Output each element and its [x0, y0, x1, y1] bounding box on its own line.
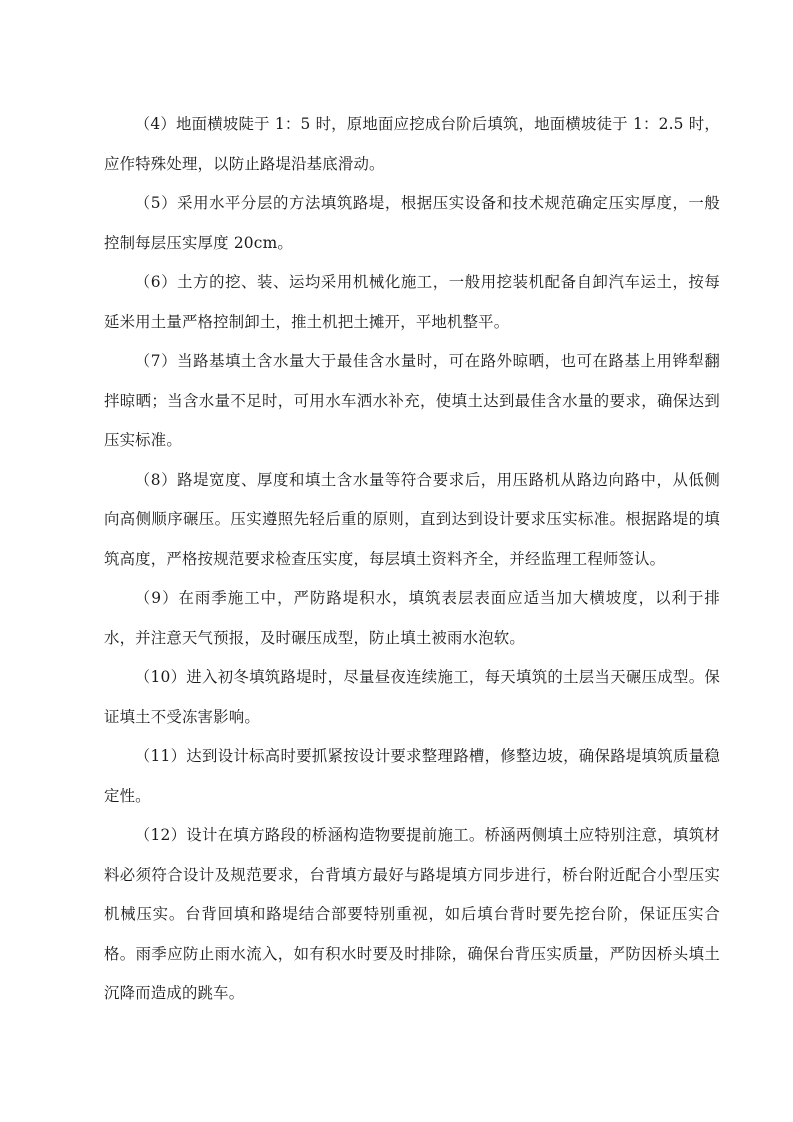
paragraph-item-5: （5）采用水平分层的方法填筑路堤，根据压实设备和技术规范确定压实厚度，一般控制每层压实厚度 20cm。: [104, 194, 720, 252]
paragraph-item-4: （4）地面横坡陡于 1：5 时，原地面应挖成台阶后填筑，地面横坡徒于 1：2.5 时，应作特殊处理，以防止路堤沿基底滑动。: [104, 115, 720, 173]
paragraph-item-12: （12）设计在填方路段的桥涵构造物要提前施工。桥涵两侧填土应特别注意，填筑材料必须符合设计及规范要求，台背填方最好与路堤填方同步进行，桥台附近配合小型压实机械压实。台背回填和路堤结合部要特别重视，如后填台背时要先挖台阶，保证压实合格。雨季应防止雨水流入，如有积水时要及时排除，确保台背压实质量，严防因桥头填土沉降而造成的跳车。: [104, 826, 720, 1002]
paragraph-item-9: （9）在雨季施工中，严防路堤积水，填筑表层表面应适当加大横坡度，以利于排水，并注意天气预报，及时碾压成型，防止填土被雨水泡软。: [104, 589, 720, 647]
paragraph-item-6: （6）土方的挖、装、运均采用机械化施工，一般用挖装机配备自卸汽车运土，按每延米用土量严格控制卸土，推土机把土摊开，平地机整平。: [104, 273, 720, 331]
paragraph-item-8: （8）路堤宽度、厚度和填土含水量等符合要求后，用压路机从路边向路中，从低侧向高侧顺序碾压。压实遵照先轻后重的原则，直到达到设计要求压实标准。根据路堤的填筑高度，严格按规范要求检查压实度，每层填土资料齐全，并经监理工程师签认。: [104, 470, 720, 568]
paragraph-item-10: （10）进入初冬填筑路堤时，尽量昼夜连续施工，每天填筑的土层当天碾压成型。保证填土不受冻害影响。: [104, 668, 720, 726]
document-body: [104, 105, 720, 1014]
paragraph-item-7: （7）当路基填土含水量大于最佳含水量时，可在路外晾晒，也可在路基上用铧犁翻拌晾晒；当含水量不足时，可用水车洒水补充，使填土达到最佳含水量的要求，确保达到压实标准。: [104, 352, 720, 449]
paragraph-item-11: （11）达到设计标高时要抓紧按设计要求整理路槽，修整边坡，确保路堤填筑质量稳定性。: [104, 747, 720, 805]
